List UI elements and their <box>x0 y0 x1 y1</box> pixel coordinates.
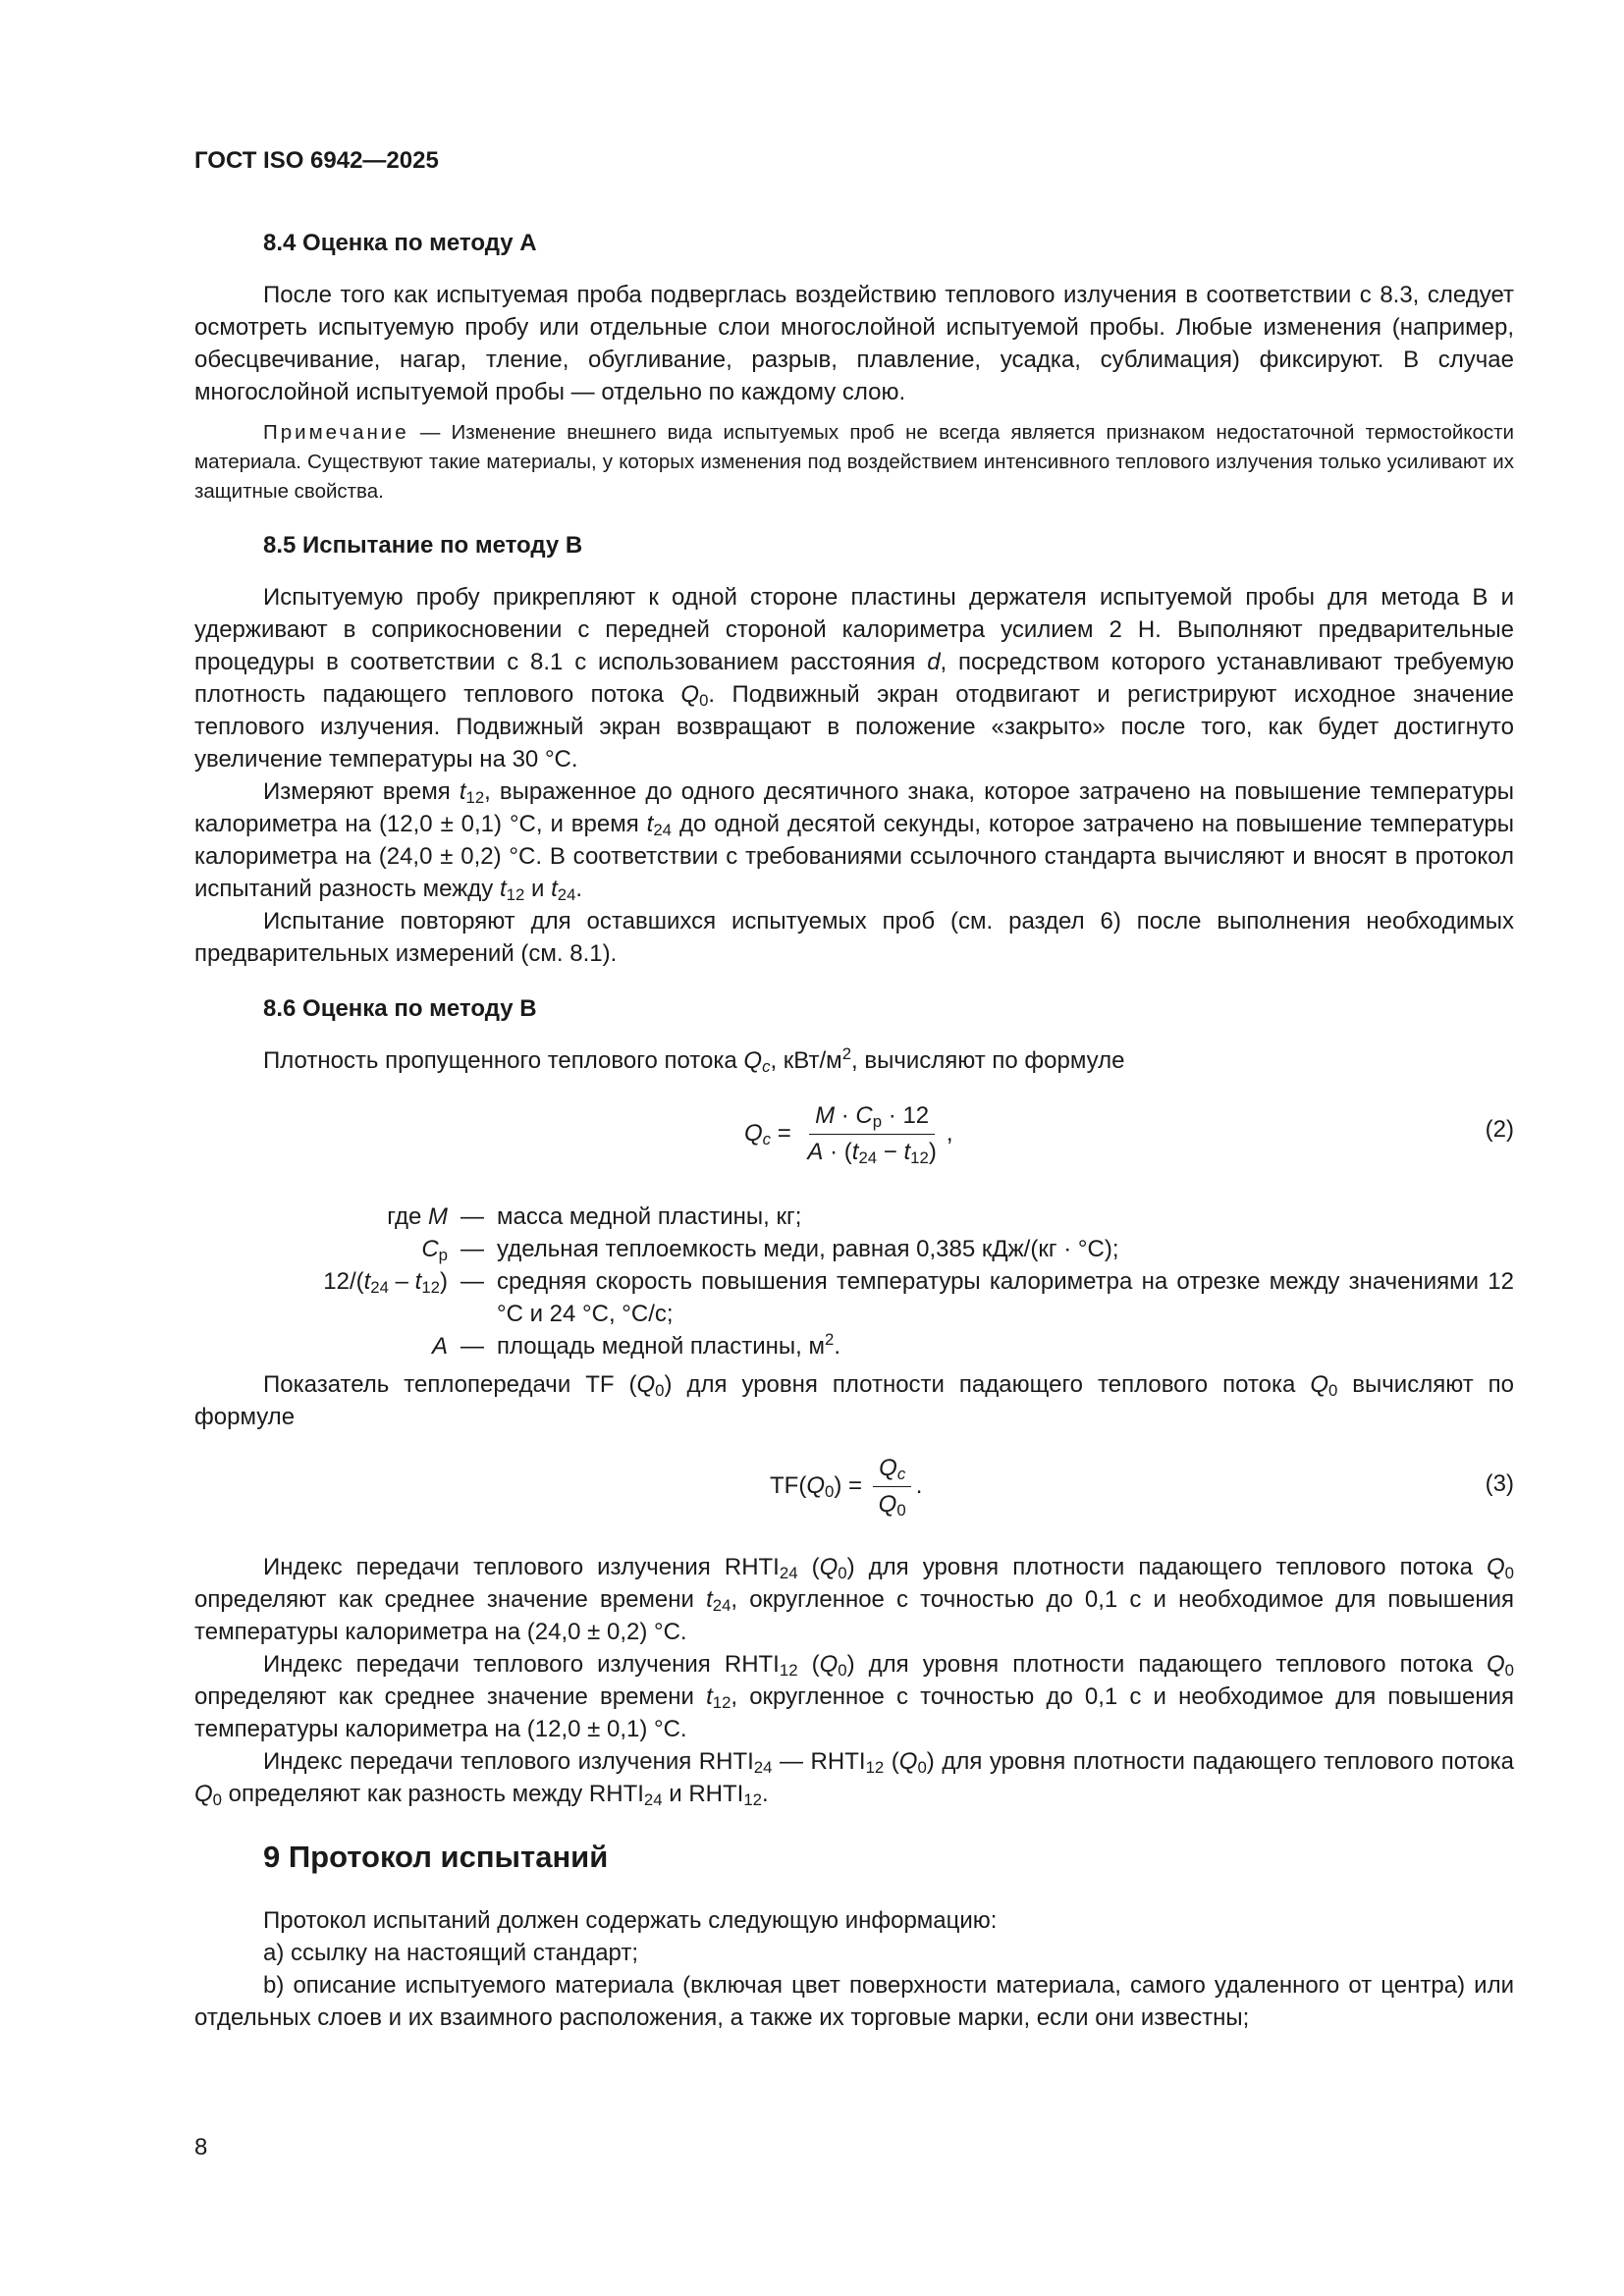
list-item-b: b) описание испытуемого материала (включая цвет поверхности материала, самого удаленного от центра) или отдельных слоев и их взаимного расположения, а также их торговые марки, если они известны; <box>194 1972 1514 2031</box>
formula-3-number: (3) <box>1485 1470 1514 1497</box>
section-8-6-title: 8.6 Оценка по методу В <box>263 995 537 1022</box>
section-8-6-intro: Плотность пропущенного теплового потока $Q_c$, кВт/$м^2$, вычисляют по формуле <box>263 1044 1125 1076</box>
tf-paragraph: Показатель теплопередачи TF $(Q_0)$ для уровня плотности падающего теплового потока $Q_0$ вычисляют по формуле <box>194 1371 1515 1430</box>
rhti12-paragraph: Индекс передачи теплового излучения $RHTI_{12}$ $(Q_0)$ для уровня плотности падающего теплового потока $Q_0$ определяют как среднее значение времени $t_{12}$, округленное с точностью до 0,1 с и необходимое для повышения температуры калориметра на (12,0 ± 0,1) °С. <box>194 1651 1515 1742</box>
note-paragraph <box>194 418 1514 507</box>
document-header: ГОСТ ISO 6942—2025 <box>194 147 439 174</box>
section-8-5-paragraph-1: Испытуемую пробу прикрепляют к одной стороне пластины держателя испытуемой пробы для метода В и удерживают в соприкосновении с передней стороной калориметра усилием 2 Н. Выполняют предварительные процедуры в соответствии с 8.1 с использованием расстояния d, посредством которого устанавливают требуемую плотность падающего теплового потока $Q_0$. Подвижный экран отодвигают и регистрируют исходное значение теплового излучения. Подвижный экран возвращают в положение «закрыто» после того, как будет достигнуто увеличение температуры на 30 °С. <box>194 584 1515 773</box>
legend-row-cp: $C_р$ — удельная теплоемкость меди, равная 0,385 кДж/(кг · °С); <box>421 1236 1119 1264</box>
page-number: 8 <box>194 2134 208 2161</box>
legend-row-rate: $12/(t_{24} - t_{12})$ — средняя скорость повышения температуры калориметра на отрезке между значениями 12 °С и 24 °С, °С/с; <box>323 1268 1514 1327</box>
legend-row-a: A — площадь медной пластины, $м^2$. <box>431 1330 840 1360</box>
rhti24-paragraph: Индекс передачи теплового излучения $RHTI_{24}$ $(Q_0)$ для уровня плотности падающего теплового потока $Q_0$ определяют как среднее значение времени $t_{24}$, округленное с точностью до 0,1 с и необходимое для повышения температуры калориметра на (24,0 ± 0,2) °С. <box>194 1554 1515 1645</box>
section-9-title: 9 Протокол испытаний <box>263 1840 609 1874</box>
note-label: Примечание <box>263 421 409 444</box>
section-8-5-paragraph-2: Измеряют время $t_{12}$, выраженное до одного десятичного знака, которое затрачено на повышение температуры калориметра на (12,0 ± 0,1) °С, и время $t_{24}$ до одной десятой секунды, которое затрачено на повышение температуры калориметра на (24,0 ± 0,2) °С. В соответствии с требованиями ссылочного стандарта вычисляют и вносят в протокол испытаний разность между $t_{12}$ и $t_{24}$. <box>194 778 1515 904</box>
note-text: — Изменение внешнего вида испытуемых проб не всегда является признаком недостаточной термостойкости материала. Существуют такие материалы, у которых изменения под воздействием интенсивного теплового излучения только усиливают их защитные свойства. <box>194 421 1514 503</box>
formula-2: $Q_c$ = $\frac{M \cdot C_р \cdot 12}{A \cdot (t_{24} - t_{12})}$ , (2) <box>744 1101 1514 1167</box>
section-8-5-paragraph-3: Испытание повторяют для оставшихся испытуемых проб (см. раздел 6) после выполнения необходимых предварительных измерений (см. 8.1). <box>194 908 1514 967</box>
section-8-4-title: 8.4 Оценка по методу А <box>263 230 537 256</box>
formula-2-legend <box>194 1201 1514 1362</box>
section-8-4-paragraph: После того как испытуемая проба подверглась воздействию теплового излучения в соответствии с 8.3, следует осмотреть испытуемую пробу или отдельные слои многослойной испытуемой пробы. Любые изменения (например, обесцвечивание, нагар, тление, обугливание, разрыв, плавление, усадка, сублимация) фиксируют. В случае многослойной испытуемой пробы — отдельно по каждому слою. <box>194 282 1514 405</box>
document-page <box>194 147 1514 2034</box>
list-item-a: a) ссылку на настоящий стандарт; <box>263 1940 639 1966</box>
formula-3: $TF(Q_0)$ = $\frac{Q_c}{Q_0}$ . (3) <box>770 1454 1514 1520</box>
rhti-diff-paragraph: Индекс передачи теплового излучения $RHTI_{24}$ — $RHTI_{12}$ $(Q_0)$ для уровня плотности падающего теплового потока $Q_0$ определяют как разность между $RHTI_{24}$ и $RHTI_{12}$. <box>194 1748 1515 1809</box>
section-8-5-title: 8.5 Испытание по методу В <box>263 532 583 559</box>
formula-2-number: (2) <box>1485 1116 1514 1143</box>
legend-row-m: где M — масса медной пластины, кг; <box>387 1203 802 1230</box>
section-9-intro: Протокол испытаний должен содержать следующую информацию: <box>263 1907 998 1934</box>
